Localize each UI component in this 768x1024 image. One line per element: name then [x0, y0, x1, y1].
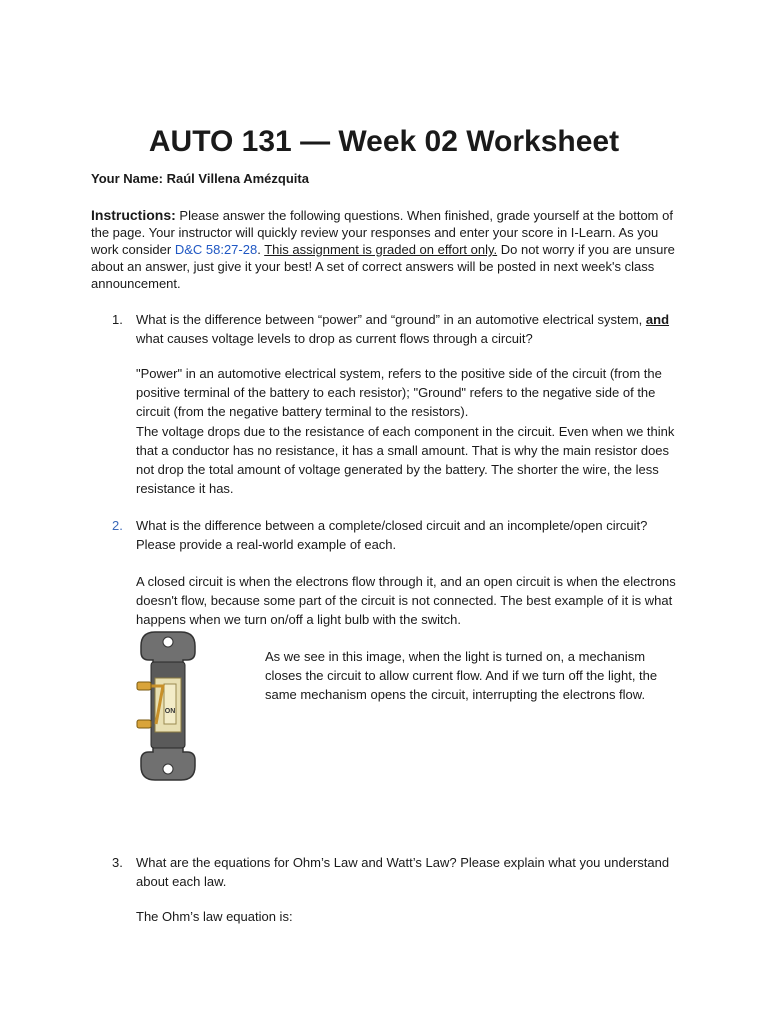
- instructions-paragraph: [91, 207, 676, 292]
- page-title: AUTO 131 — Week 02 Worksheet: [148, 125, 620, 158]
- light-switch-image: [133, 628, 203, 783]
- instructions-graded-note: This assignment is graded on effort only.: [264, 242, 498, 257]
- q1-question-emphasis: and: [645, 312, 670, 327]
- q1-question-part-1: What is the difference between “power” and “ground” in an automotive electrical system,: [136, 312, 646, 327]
- instructions-text-3: Do not worry if you are unsure about an answer, just give it your best! A set of correct answers will be posted in next week's class announcement.: [91, 242, 675, 291]
- q1-question-part-2: what causes voltage levels to drop as current flows through a circuit?: [136, 331, 533, 346]
- q3-answer-intro: The Ohm’s law equation is:: [136, 909, 293, 924]
- q2-image-caption: As we see in this image, when the light is turned on, a mechanism closes the circuit to allow current flow. And if we turn off the light, the same mechanism opens the circuit, interrupting the electrons flow.: [265, 649, 658, 702]
- scripture-link[interactable]: D&C 58:27-28: [174, 242, 258, 257]
- q1-answer-power-ground: "Power" in an automotive electrical system, refers to the positive side of the circuit (from the positive terminal of the battery to each resistor); "Ground" refers to the negative side of the circuit (from the negative battery terminal to the resistors).: [136, 366, 662, 419]
- instructions-text-1: Please answer the following questions. When finished, grade yourself at the bottom of the page. Your instructor will quickly review your responses and enter your score in I-Learn. As you work consider: [91, 208, 673, 257]
- name-label: Your Name:: [91, 171, 163, 186]
- q1-question: [136, 310, 681, 348]
- q1-number: 1.: [112, 312, 123, 327]
- student-name-line: [91, 170, 309, 188]
- q3-number: 3.: [112, 855, 123, 870]
- instructions-lead: Instructions:: [91, 207, 176, 223]
- q2-question: What is the difference between a complete/closed circuit and an incomplete/open circuit? Please provide a real-world example of each.: [136, 518, 648, 552]
- name-value: Raúl Villena Amézquita: [166, 171, 309, 186]
- switch-on-label: ON: [164, 708, 176, 715]
- q3-question: What are the equations for Ohm’s Law and Watt’s Law? Please explain what you understand about each law.: [136, 855, 670, 889]
- q2-number: 2.: [112, 518, 123, 533]
- q2-answer: A closed circuit is when the electrons flow through it, and an open circuit is when the electrons doesn't flow, because some part of the circuit is not connected. The best example of it is what happens when we turn on/off a light bulb with the switch.: [136, 574, 676, 627]
- instructions-text-2: .: [257, 242, 265, 257]
- q1-answer-voltage-drop: The voltage drops due to the resistance of each component in the circuit. Even when we think that a conductor has no resistance, it has a small amount. That is why the main resistor does not drop the total amount of voltage generated by the battery. The shorter the wire, the less resistance it has.: [136, 424, 675, 496]
